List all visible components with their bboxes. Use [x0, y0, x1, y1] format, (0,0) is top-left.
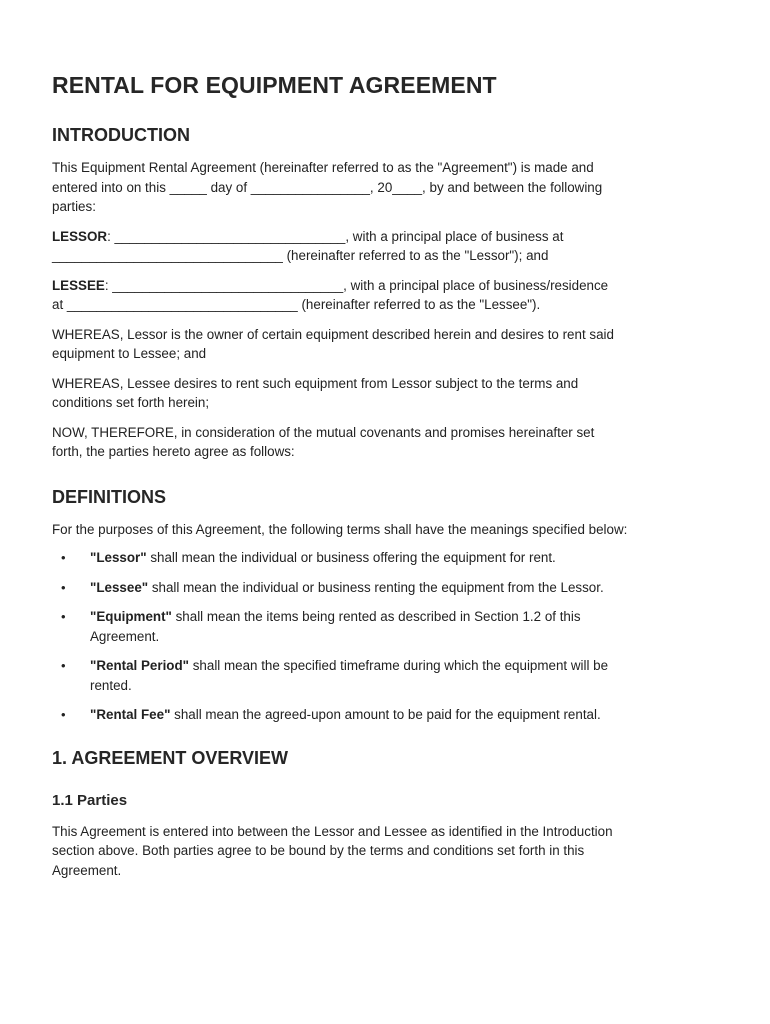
bullet-icon: •	[61, 579, 66, 595]
intro-line-3: parties:	[52, 199, 96, 214]
intro-line-1: This Equipment Rental Agreement (hereinafter referred to as the "Agreement") is made and	[52, 160, 594, 175]
lessor-paragraph	[52, 227, 722, 266]
definition-term: "Rental Period"	[90, 658, 190, 673]
whereas-1-paragraph	[52, 325, 722, 364]
section-1-heading: 1. AGREEMENT OVERVIEW	[52, 747, 289, 768]
bullet-icon: •	[61, 609, 66, 624]
definition-item-lessor	[52, 548, 722, 568]
lessor-line-1: : _______________________________, with a principal place of business at	[107, 228, 564, 244]
definition-term: "Lessor"	[90, 550, 147, 565]
definition-text-cont: rented.	[90, 677, 132, 693]
definition-term: "Rental Fee"	[90, 707, 171, 722]
introduction-heading: INTRODUCTION	[52, 125, 190, 145]
definition-text: shall mean the individual or business offering the equipment for rent.	[146, 550, 556, 565]
definition-item-equipment	[52, 607, 722, 646]
definition-text-cont: Agreement.	[90, 628, 160, 644]
bullet-icon: •	[61, 550, 66, 565]
definition-text: shall mean the specified timeframe during which the equipment will be	[189, 658, 609, 673]
definition-text: shall mean the individual or business renting the equipment from the Lessor.	[148, 579, 604, 595]
definition-text: shall mean the agreed-upon amount to be paid for the equipment rental.	[170, 707, 601, 722]
section-1-1-paragraph	[52, 822, 722, 881]
definition-item-lessee	[52, 578, 722, 598]
whereas-1-line-2: equipment to Lessee; and	[52, 346, 207, 361]
definition-term: "Lessee"	[90, 579, 149, 595]
lessee-line-1: : _______________________________, with a principal place of business/residence	[104, 277, 609, 293]
now-therefore-line-2: forth, the parties hereto agree as follows:	[52, 444, 295, 459]
lessee-label: LESSEE	[52, 277, 105, 293]
definitions-heading: DEFINITIONS	[52, 486, 167, 507]
definition-item-rental-period	[52, 656, 722, 695]
definition-text: shall mean the items being rented as described in Section 1.2 of this	[171, 609, 581, 624]
definition-item-rental-fee	[52, 705, 722, 725]
whereas-2-line-2: conditions set forth herein;	[52, 395, 210, 410]
now-therefore-line-1: NOW, THEREFORE, in consideration of the mutual covenants and promises hereinafter set	[52, 424, 595, 440]
whereas-2-line-1: WHEREAS, Lessee desires to rent such equipment from Lessor subject to the terms and	[52, 375, 579, 391]
bullet-icon: •	[61, 707, 66, 722]
section-1-1-line-1: This Agreement is entered into between the Lessor and Lessee as identified in the Introduction	[52, 823, 613, 839]
lessor-label: LESSOR	[52, 228, 108, 244]
whereas-1-line-1: WHEREAS, Lessor is the owner of certain equipment described herein and desires to rent said	[52, 326, 614, 342]
document-page	[52, 72, 722, 880]
whereas-2-paragraph	[52, 374, 722, 413]
definitions-intro: For the purposes of this Agreement, the following terms shall have the meanings specified below:	[52, 521, 628, 537]
section-1-1-line-3: Agreement.	[52, 862, 122, 878]
section-1-1-line-2: section above. Both parties agree to be bound by the terms and conditions set forth in this	[52, 843, 585, 858]
lessor-line-2: _______________________________ (hereinafter referred to as the "Lessor"); and	[52, 248, 549, 263]
document-title: RENTAL FOR EQUIPMENT AGREEMENT	[52, 72, 497, 98]
intro-line-2: entered into on this _____ day of ________________, 20____, by and between the following	[52, 179, 603, 195]
lessee-paragraph	[52, 276, 722, 315]
bullet-icon: •	[61, 658, 66, 673]
lessee-line-2: at _______________________________ (hereinafter referred to as the "Lessee").	[52, 297, 541, 312]
now-therefore-paragraph	[52, 423, 722, 462]
definition-term: "Equipment"	[90, 609, 172, 624]
introduction-paragraph	[52, 158, 722, 217]
section-1-1-heading: 1.1 Parties	[52, 791, 128, 809]
definitions-list	[52, 548, 722, 725]
